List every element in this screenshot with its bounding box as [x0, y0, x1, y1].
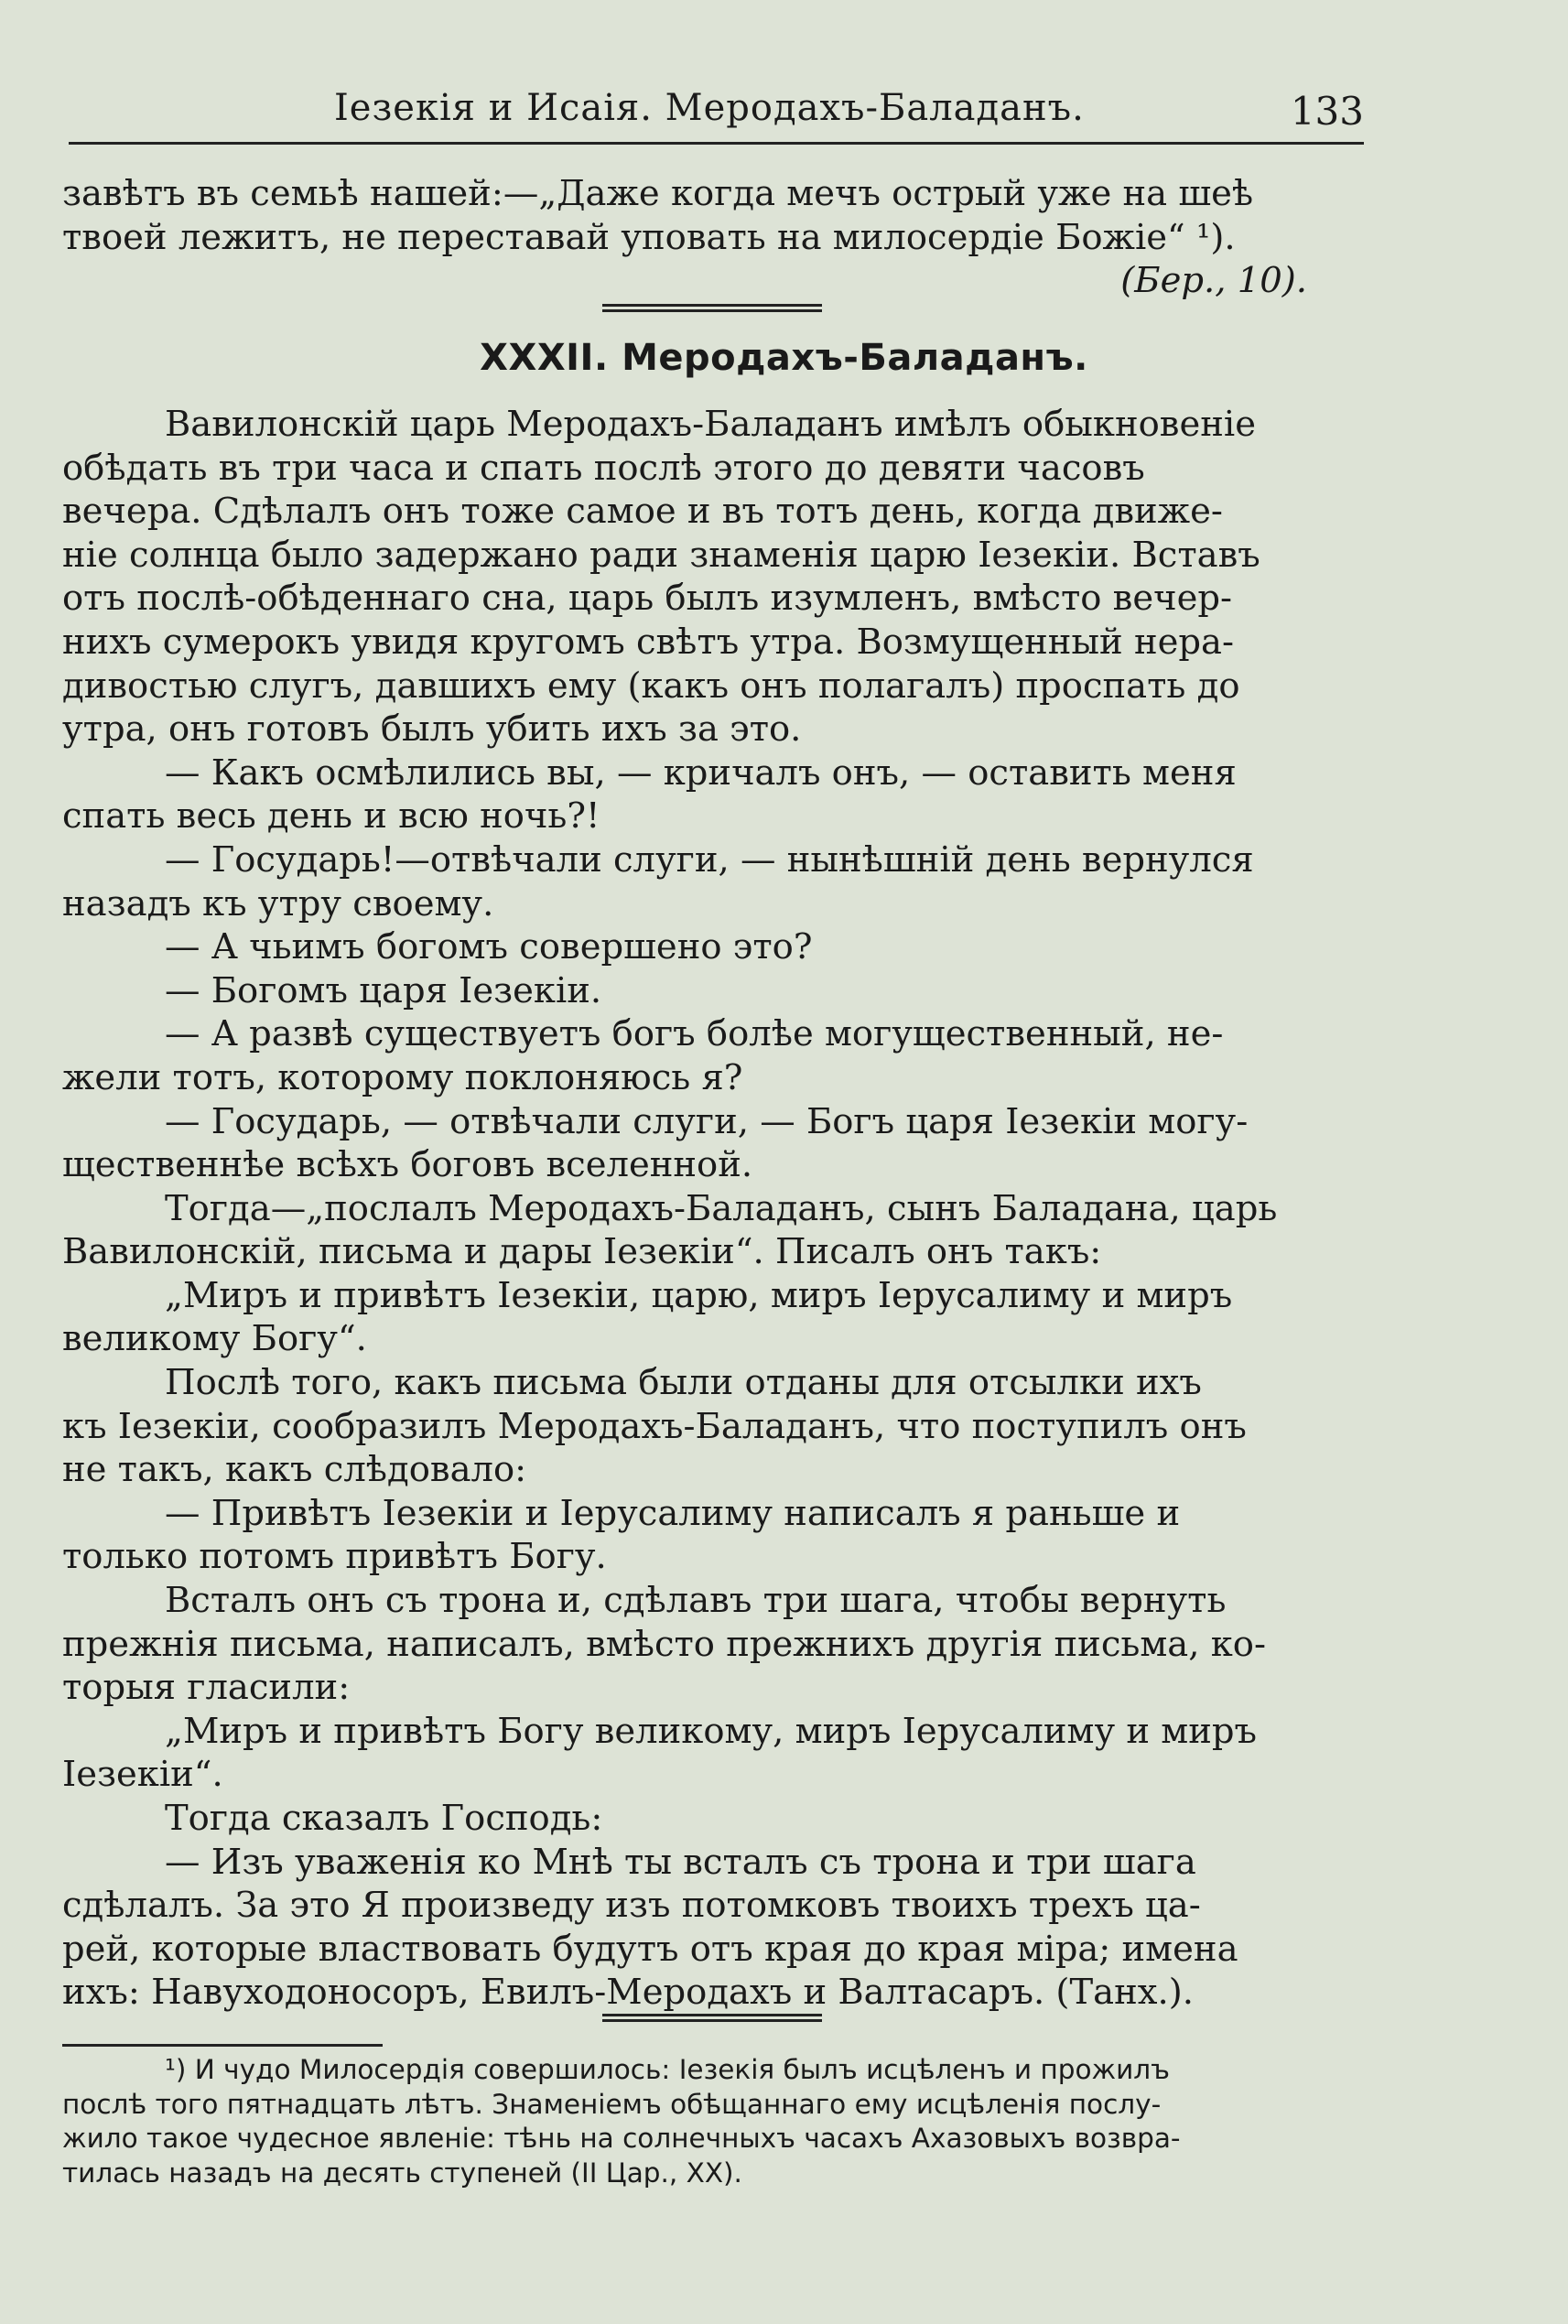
text-line: назадъ къ утру своему. [62, 882, 494, 924]
running-header [69, 87, 1364, 142]
text-line: Вавилонскій царь Меродахъ-Баладанъ имѣлъ обыкновеніе [165, 404, 1257, 445]
text-line: Послѣ того, какъ письма были отданы для отсылки ихъ [165, 1362, 1202, 1404]
text-line: щественнѣе всѣхъ боговъ вселенной. [62, 1144, 753, 1186]
text-line: „Миръ и привѣтъ Богу великому, миръ Іерусалиму и миръ [165, 1710, 1258, 1752]
text-line: Вавилонскій, письма и дары Іезекіи“. Писалъ онъ такъ: [62, 1231, 1102, 1273]
text-line: — Государь!—отвѣчали слуги, — нынѣшній день вернулся [165, 838, 1254, 881]
text-line: къ Іезекіи, сообразилъ Меродахъ-Баладанъ, что поступилъ онъ [62, 1405, 1247, 1447]
running-title: Іезекія и Исаія. Меродахъ-Баладанъ. [334, 87, 1085, 129]
header-rule [69, 142, 1364, 145]
text-line: ихъ: Навуходоносоръ, Евилъ-Меродахъ и Валтасаръ. (Танх.). [62, 1972, 1194, 2014]
footnotes [62, 2053, 1362, 2190]
text-line: отъ послѣ-обѣденнаго сна, царь былъ изумленъ, вмѣсто вечер- [62, 578, 1233, 620]
section-end-divider [602, 2014, 822, 2022]
text-line: только потомъ привѣтъ Богу. [62, 1536, 607, 1578]
text-line: Тогда—„послалъ Меродахъ-Баладанъ, сынъ Баладана, царь [165, 1187, 1278, 1229]
text-line: утра, онъ готовъ былъ убить ихъ за это. [62, 708, 802, 751]
section-body [62, 403, 1362, 2015]
text-line: — Привѣтъ Іезекіи и Іерусалиму написалъ я раньше и [165, 1492, 1181, 1534]
text-line: Всталъ онъ съ трона и, сдѣлавъ три шага, чтобы вернуть [165, 1580, 1227, 1622]
text-line: жели тотъ, которому поклоняюсь я? [62, 1056, 743, 1098]
text-line: вечера. Сдѣлалъ онъ тоже самое и въ тотъ день, когда движе- [62, 491, 1223, 533]
section-heading: XXXII. Меродахъ-Баладанъ. [480, 337, 1088, 379]
text-line: обѣдать въ три часа и спать послѣ этого до девяти часовъ [62, 447, 1145, 489]
text-line: „Миръ и привѣтъ Іезекіи, царю, миръ Іерусалиму и миръ [165, 1274, 1233, 1316]
section-divider [602, 304, 822, 312]
footnote-line: ¹) И чудо Милосердія совершилось: Іезекія былъ исцѣленъ и прожилъ [165, 2054, 1170, 2085]
text-line: великому Богу“. [62, 1318, 367, 1360]
footnote-line: послѣ того пятнадцать лѣтъ. Знаменіемъ обѣщаннаго ему исцѣленія послу- [62, 2088, 1162, 2120]
text-line: дивостью слугъ, давшихъ ему (какъ онъ полагалъ) проспать до [62, 665, 1240, 707]
text-line: — Какъ осмѣлились вы, — кричалъ онъ, — оставить меня [165, 751, 1237, 794]
text-line: — Богомъ царя Іезекіи. [165, 969, 602, 1011]
text-line: спать весь день и всю ночь?! [62, 795, 600, 838]
page-number: 133 [1290, 89, 1364, 134]
footnote-line: тилась назадъ на десять ступеней (II Цар., XX). [62, 2156, 742, 2189]
text-line: Іезекіи“. [62, 1754, 223, 1796]
text-line: нихъ сумерокъ увидя кругомъ свѣтъ утра. Возмущенный нера- [62, 621, 1235, 663]
text-line: не такъ, какъ слѣдовало: [62, 1449, 527, 1491]
text-line: — А развѣ существуетъ богъ болѣе могущественный, не- [165, 1013, 1224, 1055]
text-line: — А чьимъ богомъ совершено это? [165, 926, 813, 968]
text-line: сдѣлалъ. За это Я произведу изъ потомковъ твоихъ трехъ ца- [62, 1885, 1201, 1927]
text-line: рей, которые властвовать будутъ отъ края до края міра; имена [62, 1928, 1238, 1970]
text-line: ніе солнца было задержано ради знаменія царю Іезекіи. Вставъ [62, 534, 1260, 576]
source-citation: (Бер., 10). [1120, 260, 1307, 302]
main-text [62, 172, 1362, 303]
text-line: торыя гласили: [62, 1667, 351, 1709]
text-line: твоей лежитъ, не переставай уповать на милосердіе Божіе“ ¹). [62, 216, 1236, 258]
text-line: — Изъ уваженія ко Мнѣ ты всталъ съ трона и три шага [165, 1841, 1196, 1883]
text-line: прежнія письма, написалъ, вмѣсто прежнихъ другія письма, ко- [62, 1623, 1266, 1665]
footnote-rule [62, 2044, 383, 2047]
text-line: завѣтъ въ семьѣ нашей:—„Даже когда мечъ острый уже на шеѣ [62, 173, 1254, 214]
footnote-line: жило такое чудесное явленіе: тѣнь на солнечныхъ часахъ Ахазовыхъ возвра- [62, 2123, 1181, 2154]
text-line: Тогда сказалъ Господь: [165, 1798, 603, 1839]
text-line: — Государь, — отвѣчали слуги, — Богъ царя Іезекіи могу- [165, 1100, 1249, 1142]
